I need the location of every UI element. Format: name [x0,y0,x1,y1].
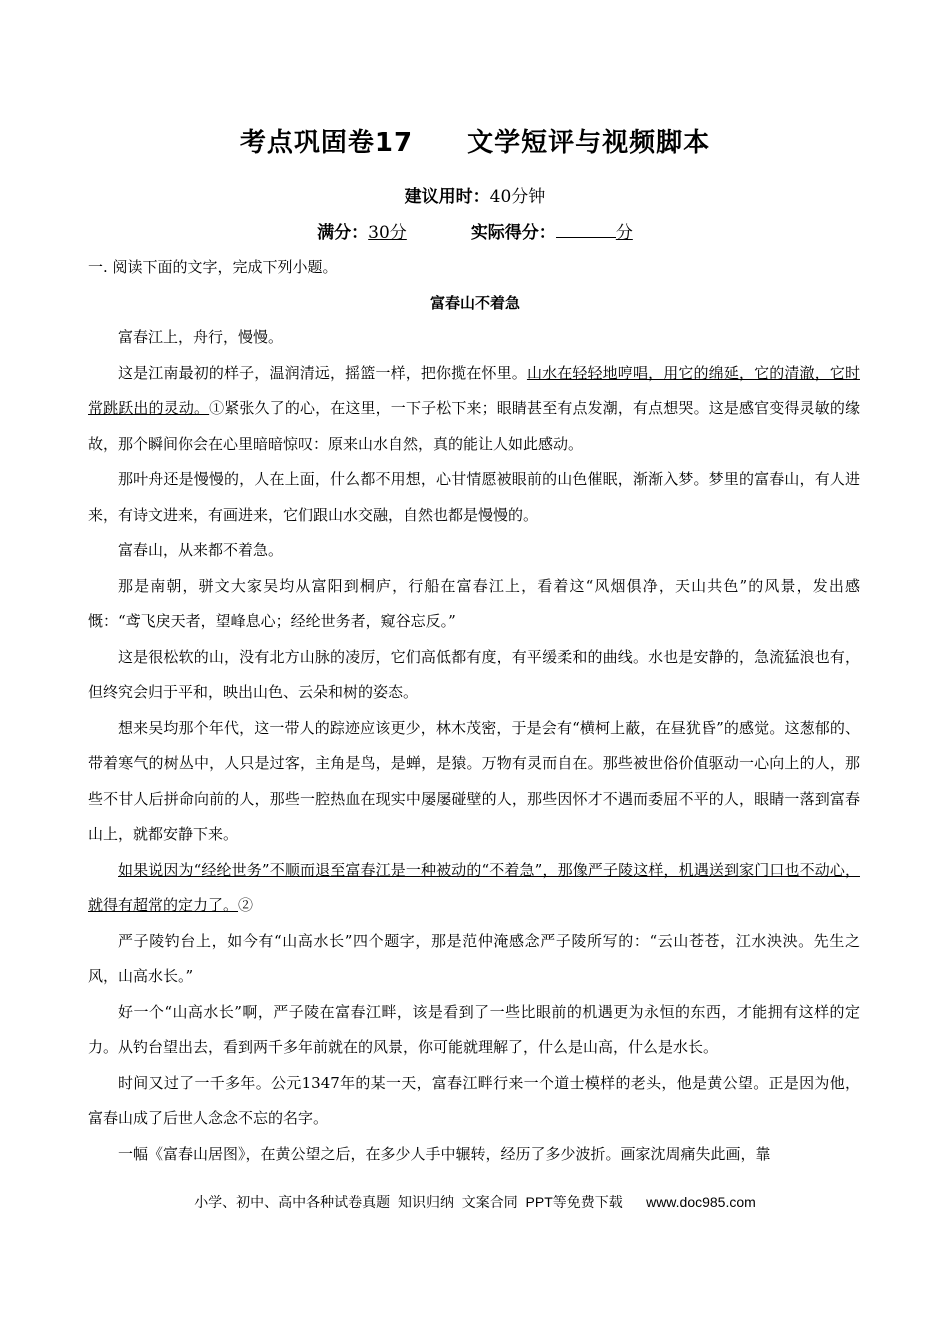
actual-score-label: 实际得分： [470,223,556,243]
paragraph: 富春山，从来都不着急。 [118,541,284,559]
paragraph: 富春江上，舟行，慢慢。 [118,328,284,346]
paragraph: 好一个“山高水长”啊，严子陵在富春江畔，该是看到了一些比眼前的机遇更为永恒的东西，才能拥有这样的定力。从钓台望出去，看到两千多年前就在的风景，你可能就理解了，什么是山高，什么是水长。 [88,1002,860,1056]
paragraph: 那是南朝，骈文大家吴均从富阳到桐庐，行船在富春江上，看着这“风烟俱净，天山共色”的风景，发出感慨：“鸢飞戾天者，望峰息心；经纶世务者，窥谷忘反。” [88,576,860,630]
passage-title: 富春山不着急 [429,294,520,312]
paragraph: 时间又过了一千多年。公元1347年的某一天，富春江畔行来一个道士模样的老头，他是黄公望。正是因为他，富春山成了后世人念念不忘的名字。 [88,1073,860,1127]
passage-body [88,320,860,1172]
paragraph: 一幅《富春山居图》，在黄公望之后，在多少人手中辗转，经历了多少波折。画家沈周痛失此画，靠 [118,1144,771,1163]
suggested-time [0,182,950,207]
paragraph: 这是很松软的山，没有北方山脉的凌厉，它们高低都有度，有平缓柔和的曲线。水也是安静的，急流猛浪也有，但终究会归于平和，映出山色、云朵和树的姿态。 [88,647,860,701]
paragraph: 那叶舟还是慢慢的，人在上面，什么都不用想，心甘情愿被眼前的山色催眠，渐渐入梦。梦里的富春山，有人进来，有诗文进来，有画进来，它们跟山水交融，自然也都是慢慢的。 [88,470,860,524]
question-instruction: 一. 阅读下面的文字，完成下列小题。 [88,258,338,276]
score-label: 满分： [317,223,369,243]
time-value: 40分钟 [489,187,546,207]
underlined-sentence-2: 如果说因为“经纶世务”不顺而退至富春江是一种被动的“不着急”，那像严子陵这样，机遇送到家门口也不动心，就得有超常的定力了。 [88,860,860,914]
paragraph: 想来吴均那个年代，这一带人的踪迹应该更少，林木茂密，于是会有“横柯上蔽，在昼犹昏”的感觉。这葱郁的、带着寒气的树丛中，人只是过客，主角是鸟，是蝉，是猿。万物有灵而自在。那些被世俗价值驱动一心向上的人，那些不甘人后拼命向前的人，那些一腔热血在现实中屡屡碰壁的人，那些因怀才不遇而委屈不平的人，眼睛一落到富春山上，就都安静下来。 [88,718,860,843]
paragraph: 这是江南最初的样子，温润清远，摇篮一样，把你揽在怀里。山水在轻轻地哼唱，用它的绵延，它的清澈，它时常跳跃出的灵动。①紧张久了的心，在这里，一下子松下来；眼睛甚至有点发潮，有点想哭。这是感官变得灵敏的缘故，那个瞬间你会在心里暗暗惊叹：原来山水自然，真的能让人如此感动。 [88,363,860,453]
underlined-sentence-1: 山水在轻轻地哼唱，用它的绵延，它的清澈，它时常跳跃出的灵动。 [88,363,860,417]
paragraph: 严子陵钓台上，如今有“山高水长”四个题字，那是范仲淹感念严子陵所写的：“云山苍苍，江水泱泱。先生之风，山高水长。” [88,931,860,985]
time-label: 建议用时： [404,187,490,207]
score-value: 30分 [368,223,407,243]
page-footer: 小学、初中、高中各种试卷真题 知识归纳 文案合同 PPT等免费下载 www.doc985.com [194,1194,756,1210]
actual-score-unit: 分 [615,223,633,243]
score-line [0,218,950,243]
page-title: 考点巩固卷17 文学短评与视频脚本 [239,128,711,158]
actual-score-blank[interactable] [556,223,616,238]
paragraph: 如果说因为“经纶世务”不顺而退至富春江是一种被动的“不着急”，那像严子陵这样，机遇送到家门口也不动心，就得有超常的定力了。② [88,860,860,914]
